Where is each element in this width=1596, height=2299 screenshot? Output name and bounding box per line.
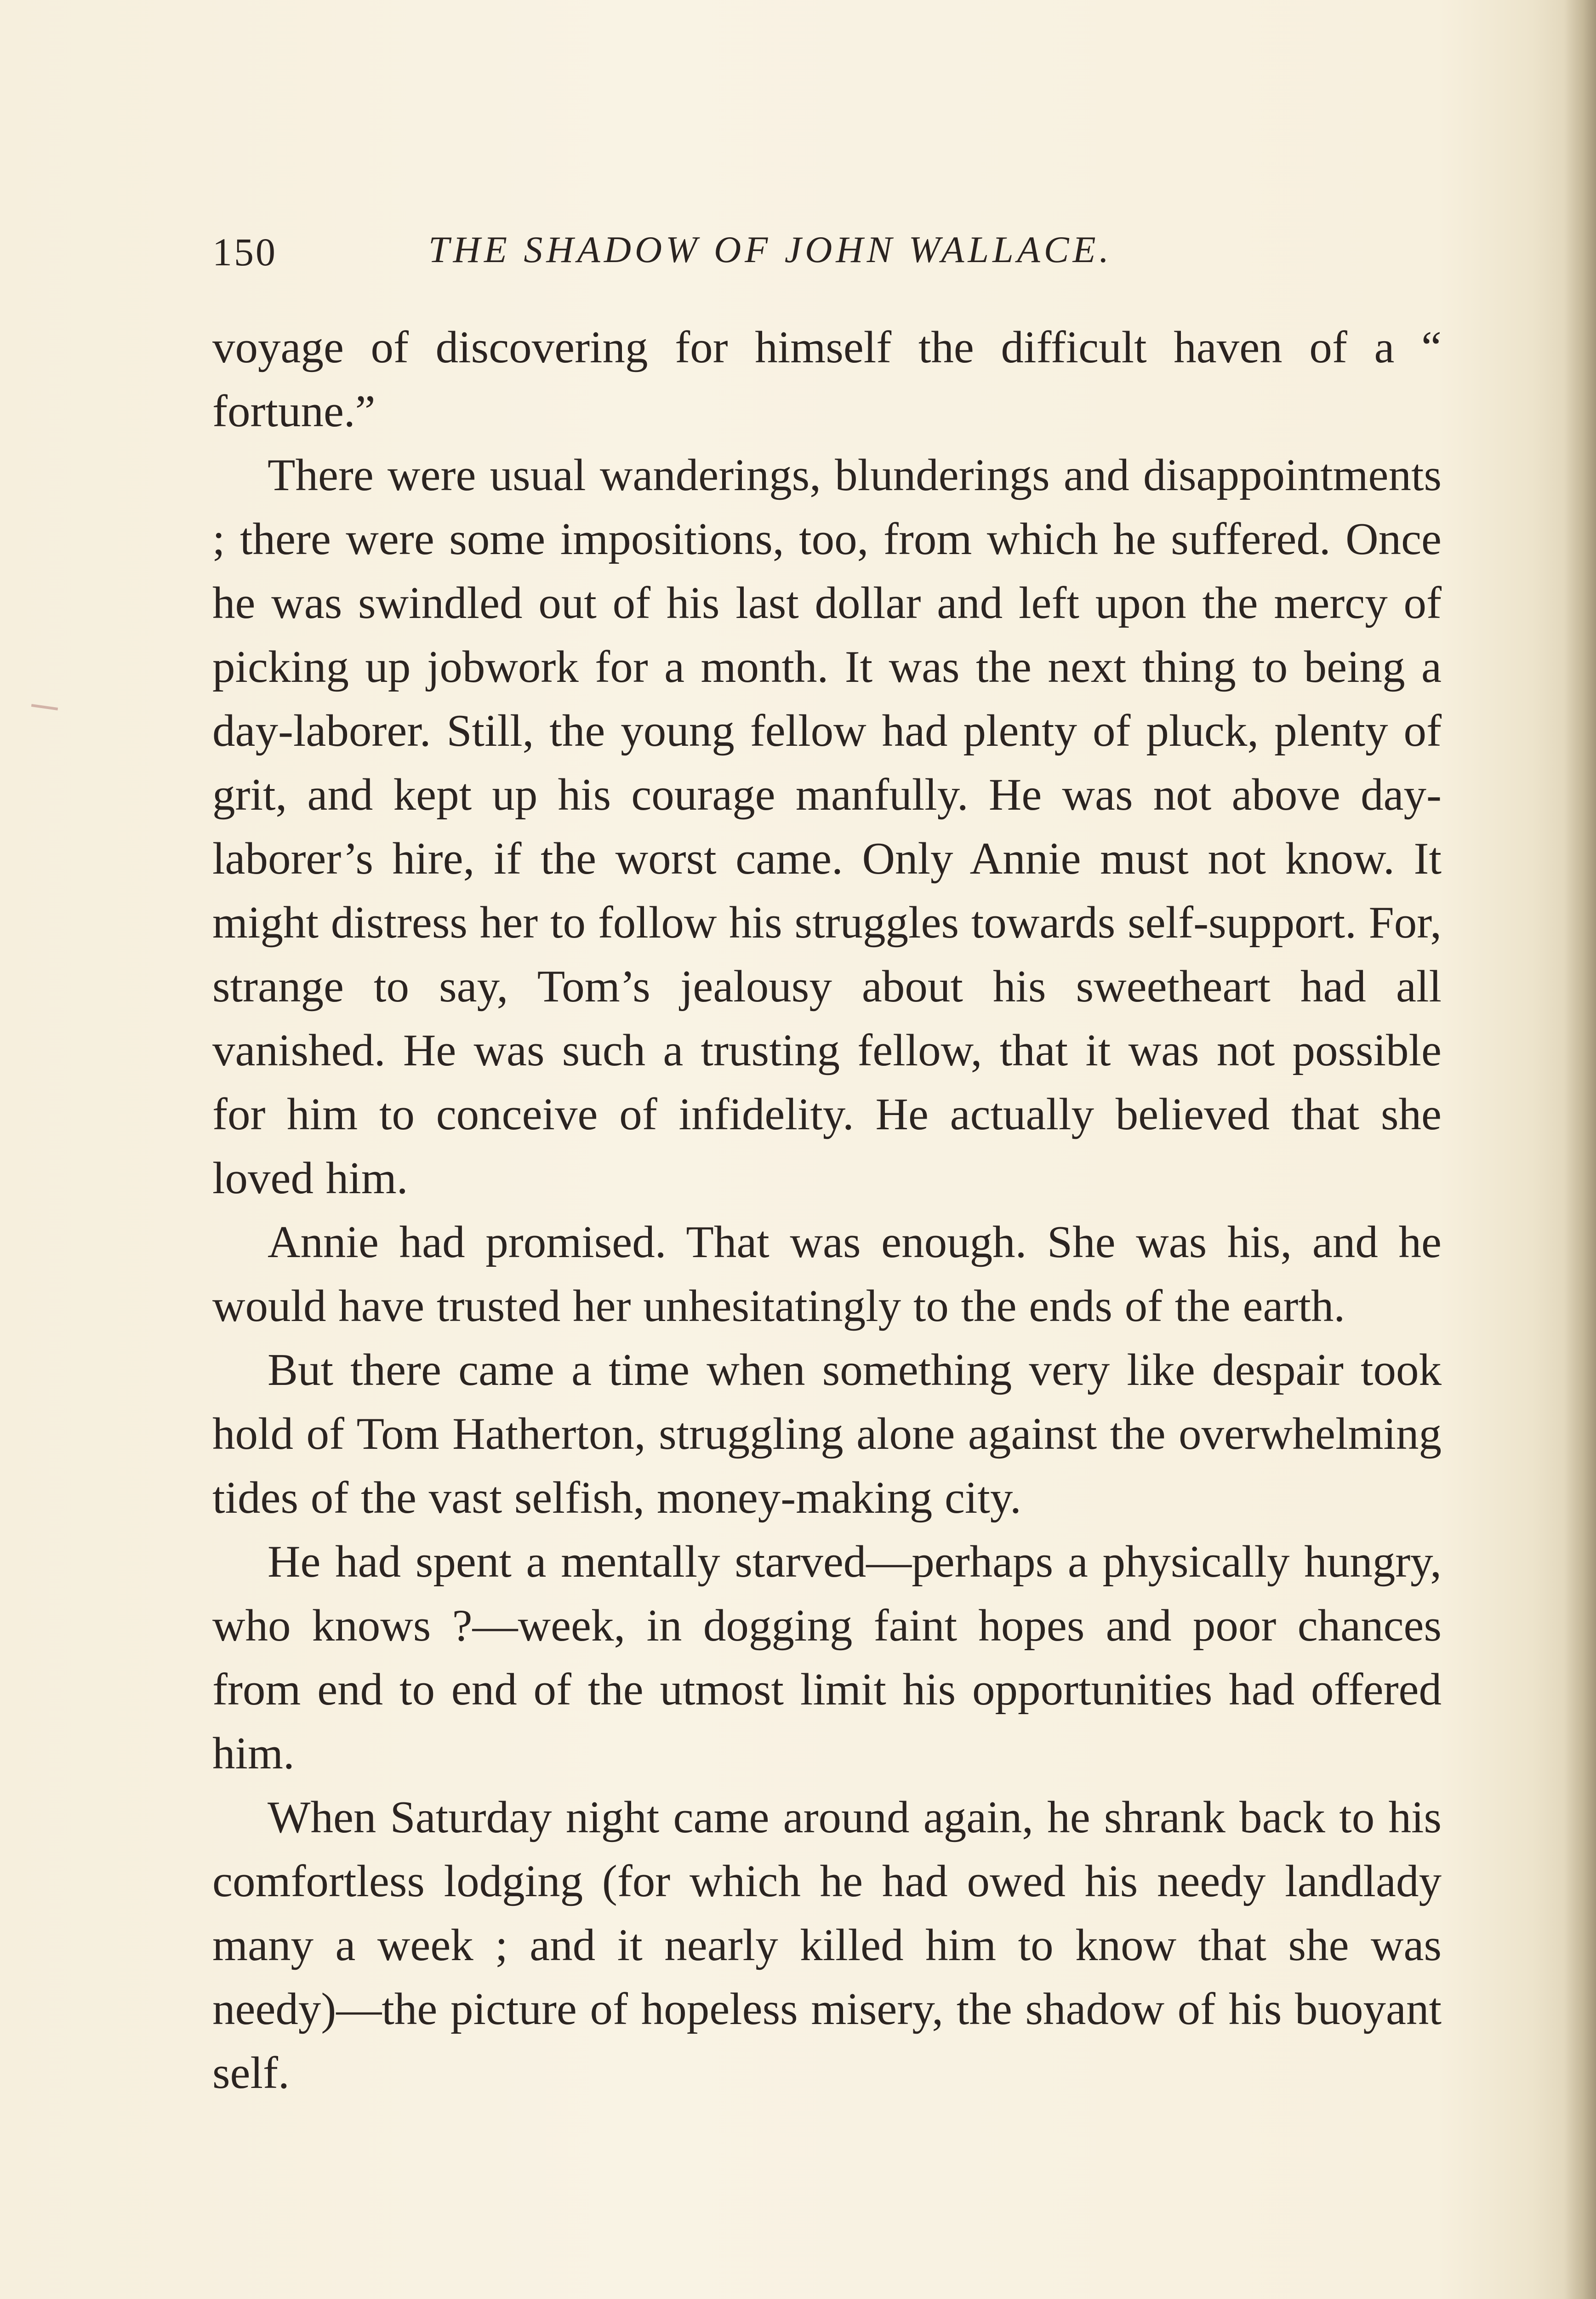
paragraph: Annie had promised. That was enough. She was his, and he would have trusted her unhesitatingly to the ends of the earth. — [212, 1217, 1442, 1331]
paragraph: But there came a time when something very like despair took hold of Tom Hatherton, struggling alone against the overwhelming tides of the vast selfish, money-making city. — [212, 1345, 1442, 1523]
margin-mark — [31, 704, 58, 710]
paragraph: There were usual wanderings, blunderings and disappointments ; there were some impositions, too, from which he suffered. Once he was swindled out of his last dollar and left upon the mercy of picking up jobwork for a month. It was the next thing to being a day-laborer. Still, the young fellow had plenty of pluck, plenty of grit, and kept up his courage manfully. He was not above day-laborer’s hire, if the worst came. Only Annie must not know. It might distress her to follow his struggles towards self-support. For, strange to say, Tom’s jealousy about his sweetheart had all vanished. He was such a trusting fellow, that it was not possible for him to conceive of infidelity. He actually believed that she loved him. — [212, 450, 1442, 1203]
running-title: THE SHADOW OF JOHN WALLACE. — [428, 229, 1113, 270]
paragraph: He had spent a mentally starved—perhaps a physically hungry, who knows ?—week, in dogging faint hopes and poor chances from end to end of the utmost limit his opportunities had offered him. — [212, 1537, 1442, 1779]
paragraph-continuation: voyage of discovering for himself the difficult haven of a “ fortune.” — [212, 322, 1442, 436]
body-text — [212, 315, 1442, 2105]
page-number: 150 — [212, 230, 277, 274]
paragraph: When Saturday night came around again, he shrank back to his comfortless lodging (for which he had owed his needy landlady many a week ; and it nearly killed him to know that she was needy)—the picture of hopeless misery, the shadow of his buoyant self. — [212, 1792, 1442, 2098]
page-edge-shadow — [1564, 0, 1596, 2299]
page-header — [212, 220, 1449, 289]
